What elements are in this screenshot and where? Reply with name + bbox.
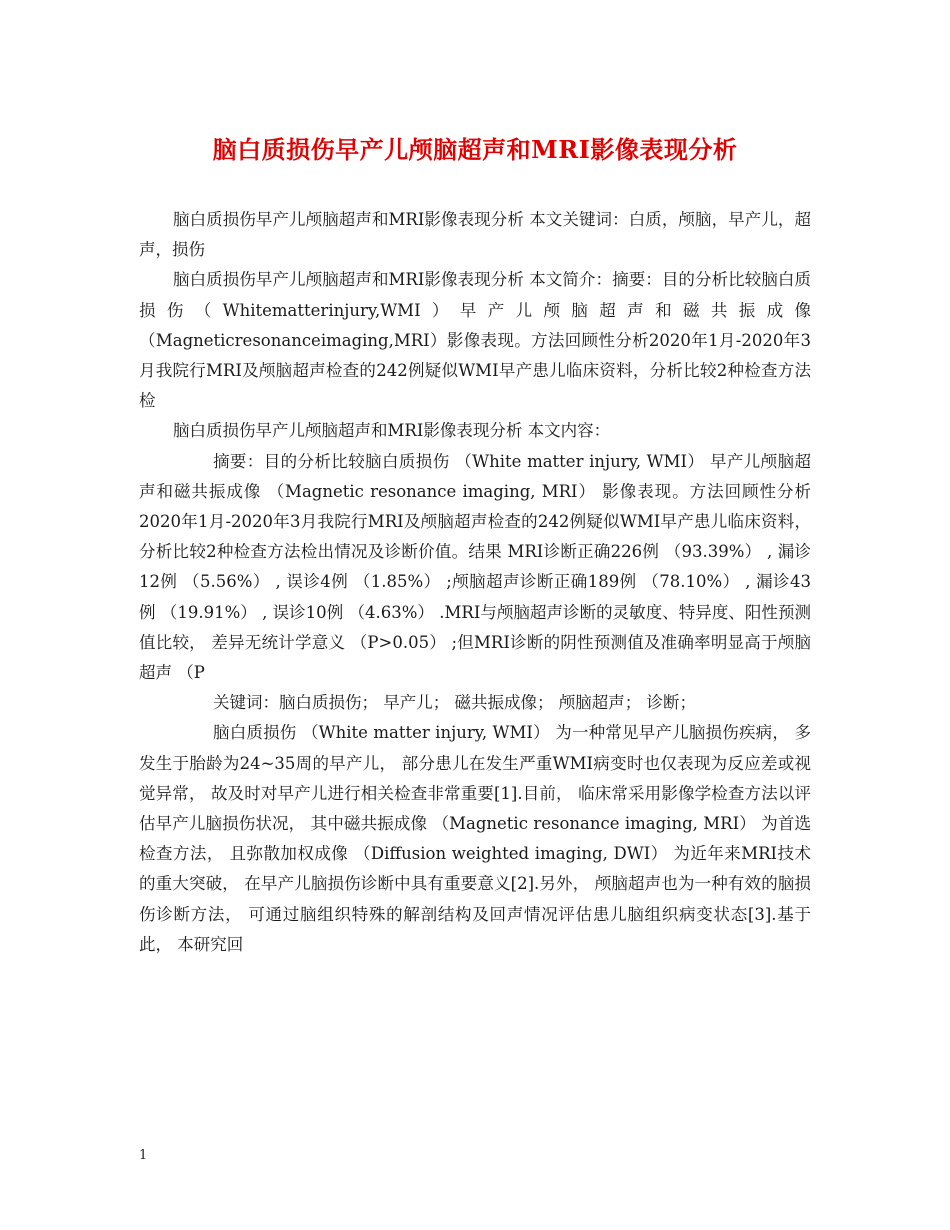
document-body xyxy=(139,205,811,960)
abstract-paragraph: 摘要：目的分析比较脑白质损伤 （White matter injury, WMI） 早产儿颅脑超声和磁共振成像 （Magnetic resonance imaging, MRI） 影像表现。方法回顾性分析2020年1月-2020年3月我院行MRI及颅脑超声检查的242例疑似WMI早产患儿临床资料， 分析比较2种检查方法检出情况及诊断价值。结果 MRI诊断正确226例 （93.39%） , 漏诊12例 （5.56%） , 误诊4例 （1.85%） ;颅脑超声诊断正确189例 （78.10%） , 漏诊43例 （19.91%） , 误诊10例 （4.63%） .MRI与颅脑超声诊断的灵敏度、特异度、阳性预测值比较， 差异无统计学意义 （P>0.05） ;但MRI诊断的阴性预测值及准确率明显高于颅脑超声 （P xyxy=(139,451,811,683)
abstract-summary-paragraph: 脑白质损伤早产儿颅脑超声和MRI影像表现分析 本文简介：摘要：目的分析比较脑白质损伤（Whitematterinjury,WMI）早产儿颅脑超声和磁共振成像（Magneticresonanceimaging,MRI）影像表现。方法回顾性分析2020年1月-2020年3月我院行MRI及颅脑超声检查的242例疑似WMI早产患儿临床资料，分析比较2种检查方法检 xyxy=(139,270,811,411)
page-number: 1 xyxy=(139,1148,148,1163)
introduction-paragraph: 脑白质损伤 （White matter injury, WMI） 为一种常见早产儿脑损伤疾病， 多发生于胎龄为24~35周的早产儿， 部分患儿在发生严重WMI病变时也仅表现为反应差或视觉异常， 故及时对早产儿进行相关检查非常重要[1].目前， 临床常采用影像学检查方法以评估早产儿脑损伤状况， 其中磁共振成像 （Magnetic resonance imaging, MRI） 为首选检查方法， 且弥散加权成像 （Diffusion weighted imaging, DWI） 为近年来MRI技术的重大突破， 在早产儿脑损伤诊断中具有重要意义[2].另外， 颅脑超声也为一种有效的脑损伤诊断方法， 可通过脑组织特殊的解剖结构及回声情况评估患儿脑组织病变状态[3].基于此， 本研究回 xyxy=(139,723,811,954)
keywords-summary-paragraph: 脑白质损伤早产儿颅脑超声和MRI影像表现分析 本文关键词：白质，颅脑，早产儿，超声，损伤 xyxy=(139,210,811,260)
document-title: 脑白质损伤早产儿颅脑超声和MRI影像表现分析 xyxy=(212,135,738,164)
keywords-paragraph: 关键词：脑白质损伤； 早产儿； 磁共振成像； 颅脑超声； 诊断； xyxy=(213,693,696,713)
content-intro-paragraph: 脑白质损伤早产儿颅脑超声和MRI影像表现分析 本文内容： xyxy=(173,421,611,441)
